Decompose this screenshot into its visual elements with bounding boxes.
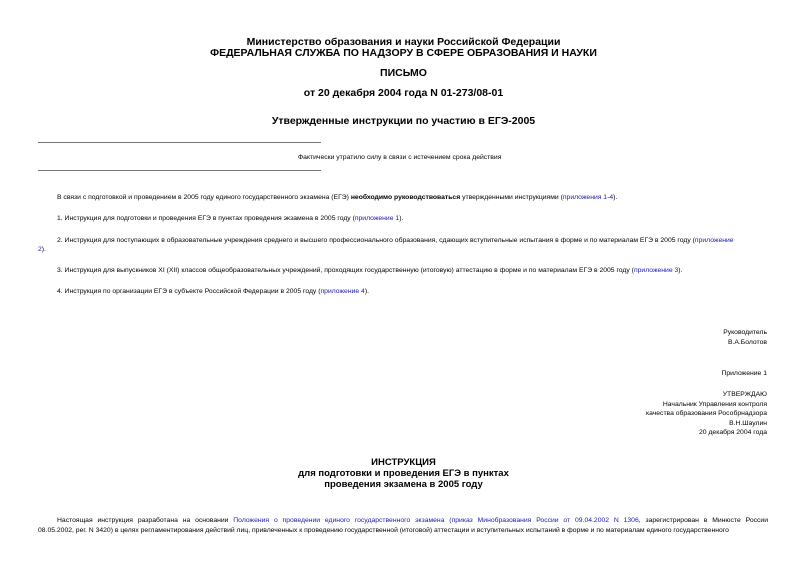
approver-title-2: качества образования Рособрнадзора xyxy=(645,410,767,417)
approval-date: 20 декабря 2004 года xyxy=(699,429,767,436)
signature-block xyxy=(723,328,767,347)
item-link[interactable]: приложение xyxy=(694,237,734,244)
item-end: ). xyxy=(678,267,683,274)
status-note: Фактически утратило силу в связи с истечением срока действия xyxy=(298,154,502,161)
instruction-subtitle-2: проведения экзамена в 2005 году xyxy=(324,479,483,490)
signature-name: В.А.Болотов xyxy=(727,338,767,346)
approve-heading: УТВЕРЖДАЮ xyxy=(722,391,767,398)
body-paragraph-line1 xyxy=(57,516,768,525)
ministry-heading: Министерство образования и науки Российской Федерации xyxy=(246,36,561,48)
body-link[interactable]: Положения о проведении единого государственного экзамена (приказ Минобразования России от 09.04.2002 N 1306 xyxy=(233,517,639,524)
list-item-continuation xyxy=(38,245,46,254)
intro-after: утвержденными инструкциями ( xyxy=(460,194,563,201)
body-lead: Настоящая инструкция разработана на основании xyxy=(57,517,234,524)
item-text: 2. Инструкция для поступающих в образовательные учреждения среднего и высшего профессионального образования, сдающих вступительные испытания в форме и по материалам ЕГЭ в 2005 году ( xyxy=(57,237,695,244)
list-item xyxy=(57,214,403,223)
item-link[interactable]: приложение 3 xyxy=(633,267,679,274)
item-text: 1. Инструкция для подготовки и проведения ЕГЭ в пунктах проведения экзамена в 2005 году ( xyxy=(57,215,355,222)
item-link[interactable]: приложение 4 xyxy=(320,288,365,295)
list-item xyxy=(57,287,369,296)
item-link-cont[interactable]: 2 xyxy=(38,246,42,253)
intro-link[interactable]: приложения 1-4 xyxy=(562,194,614,201)
doc-title: Утвержденные инструкции по участию в ЕГЭ-2005 xyxy=(271,115,536,127)
intro-bold: необходимо руководствоваться xyxy=(350,194,461,201)
service-heading: ФЕДЕРАЛЬНАЯ СЛУЖБА ПО НАДЗОРУ В СФЕРЕ ОБРАЗОВАНИЯ И НАУКИ xyxy=(210,47,597,59)
approver-name: В.Н.Шаулин xyxy=(729,419,767,427)
doc-type: ПИСЬМО xyxy=(380,67,427,79)
list-item xyxy=(57,266,682,275)
list-item xyxy=(57,236,734,245)
instruction-subtitle-1: для подготовки и проведения ЕГЭ в пунктах xyxy=(298,468,509,479)
item-end: ). xyxy=(399,215,404,222)
intro-text: В связи с подготовкой и проведением в 2005 году единого государственного экзамена (ЕГЭ) xyxy=(57,194,351,201)
doc-date-number: от 20 декабря 2004 года N 01-273/08-01 xyxy=(303,87,504,99)
divider-bottom xyxy=(38,170,321,171)
approval-block xyxy=(646,390,767,438)
body-paragraph-line2: 08.05.2002, рег. N 3420) в целях регламентирования действий лиц, привлеченных к проведению государственной (итоговой) аттестации и вступительных испытаний в форме и по материалам единого государственного xyxy=(38,527,729,534)
body-rest: , зарегистрирован в Минюсте России xyxy=(638,517,768,524)
item-text: 3. Инструкция для выпускников XI (XII) классов общеобразовательных учреждений, проходящих государственную (итоговую) аттестацию в форме и по материалам ЕГЭ в 2005 году ( xyxy=(57,267,634,274)
approver-title-1: Начальник Управления контроля xyxy=(662,400,767,408)
instruction-title: ИНСТРУКЦИЯ xyxy=(371,457,436,468)
intro-paragraph xyxy=(57,193,617,202)
item-end: ). xyxy=(41,246,46,253)
item-link[interactable]: приложение 1 xyxy=(354,215,400,222)
item-end: ). xyxy=(364,288,369,295)
divider-top xyxy=(38,142,321,143)
intro-end: ). xyxy=(613,194,618,201)
item-text: 4. Инструкция по организации ЕГЭ в субъекте Российской Федерации в 2005 году ( xyxy=(57,288,321,295)
appendix-label: Приложение 1 xyxy=(721,370,767,377)
signature-role: Руководитель xyxy=(723,329,767,336)
